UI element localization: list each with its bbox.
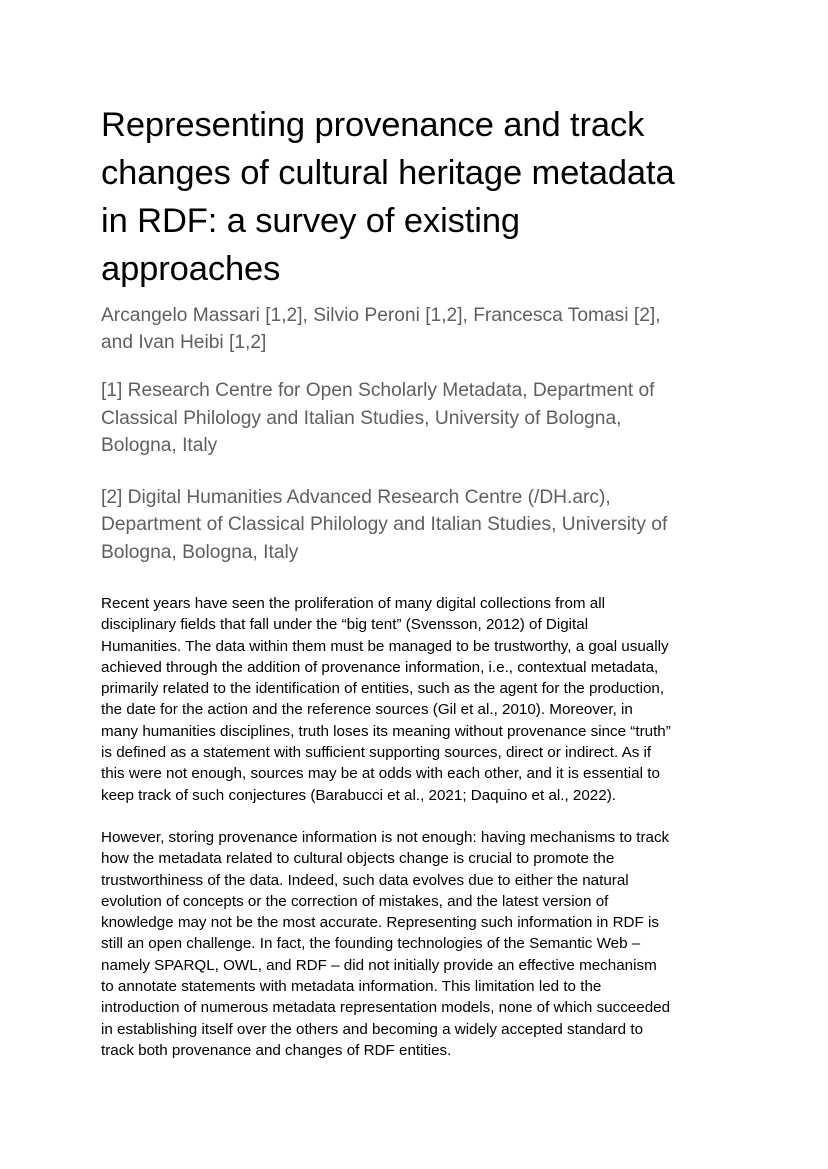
body-paragraph-1: Recent years have seen the proliferation of many digital collections from all disciplinary fields that fall under the “big tent” (Svensson, 2012) of Digital Humanities. The data within them must be managed to be trustworthy, a goal usually achieved through the addition of provenance information, i.e., contextual metadata, primarily related to the identification of entities, such as the agent for the production, the date for the action and the reference sources (Gil et al., 2010). Moreover, in many humanities disciplines, truth loses its meaning without provenance since “truth” is defined as a statement with sufficient supporting sources, direct or indirect. As if this were not enough, sources may be at odds with each other, and it is essential to keep track of such conjectures (Barabucci et al., 2021; Daquino et al., 2022). (101, 595, 671, 804)
author-list: Arcangelo Massari [1,2], Silvio Peroni [1,2], Francesca Tomasi [2], and Ivan Heibi [1,2] (101, 305, 661, 353)
affiliation-1: [1] Research Centre for Open Scholarly Metadata, Department of Classical Philology and Italian Studies, University of Bologna, Bologna, Italy (101, 380, 655, 456)
affiliation-2: [2] Digital Humanities Advanced Research Centre (/DH.arc), Department of Classical Philology and Italian Studies, University of Bologna, Bologna, Italy (101, 486, 668, 563)
document-content (101, 101, 741, 1061)
paper-title: Representing provenance and track changes of cultural heritage metadata in RDF: a survey of existing approaches (101, 106, 675, 288)
body-paragraph-2: However, storing provenance information is not enough: having mechanisms to track how the metadata related to cultural objects change is crucial to promote the trustworthiness of the data. Indeed, such data evolves due to either the natural evolution of concepts or the correction of mistakes, and the latest version of knowledge may not be the most accurate. Representing such information in RDF is still an open challenge. In fact, the founding technologies of the Semantic Web – namely SPARQL, OWL, and RDF – did not initially provide an effective mechanism to annotate statements with metadata information. This limitation led to the introduction of numerous metadata representation models, none of which succeeded in establishing itself over the others and becoming a widely accepted standard to track both provenance and changes of RDF entities. (101, 828, 671, 1059)
